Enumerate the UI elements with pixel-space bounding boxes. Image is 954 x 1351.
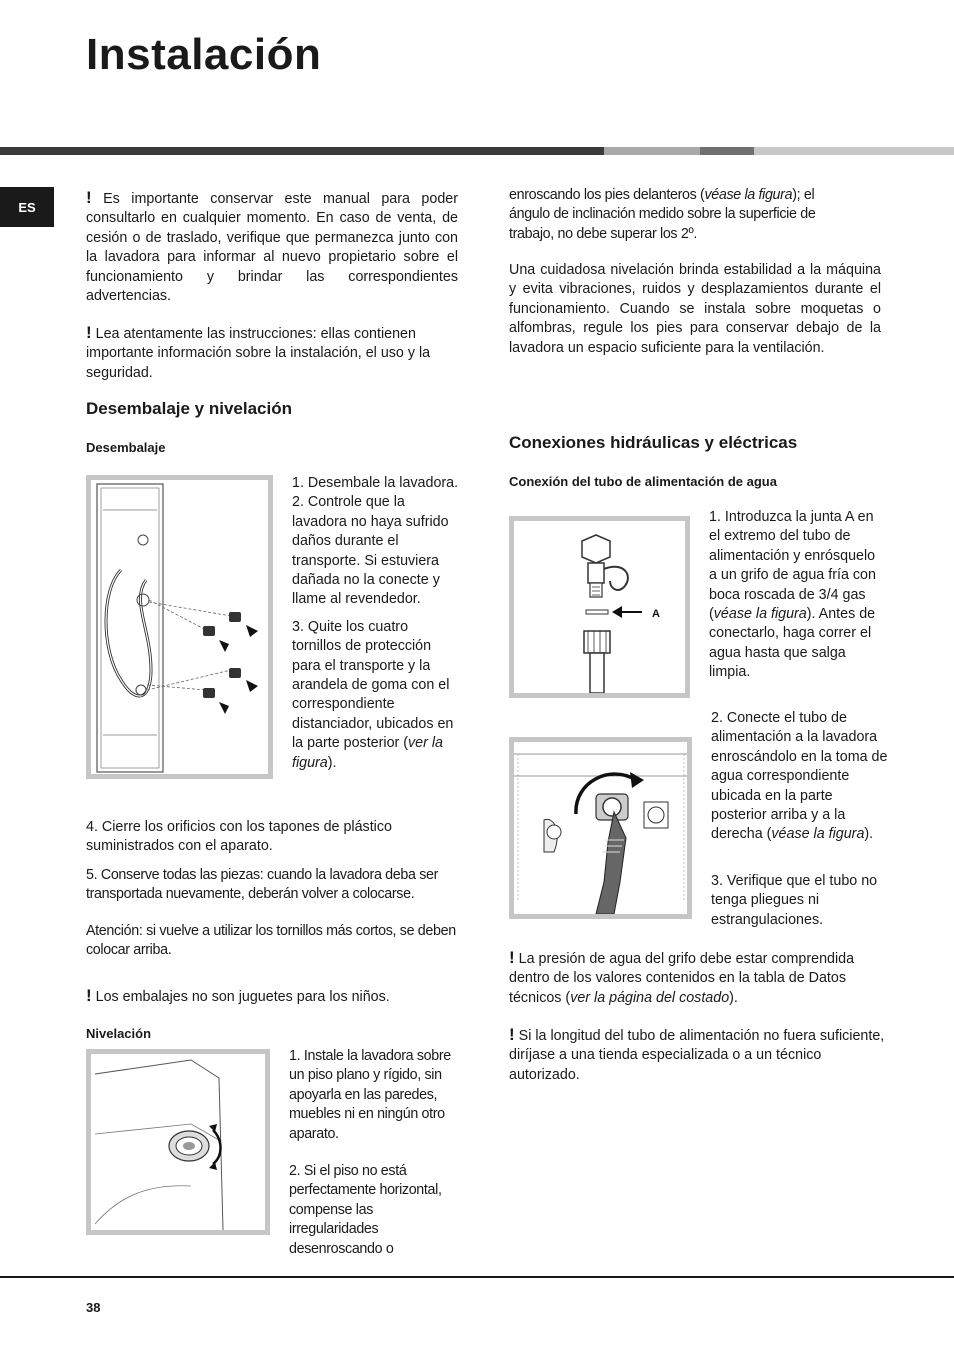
water-tap-figure — [509, 516, 690, 698]
warning-kids-text: Los embalajes no son juguetes para los niños. — [95, 989, 390, 1005]
warning-pressure-text: La presión de agua del grifo debe estar comprendida dentro de los valores contenidos en la tabla de Datos técnicos ( — [509, 951, 855, 1006]
leveling-paragraph: Una cuidadosa nivelación brinda estabilidad a la máquina y evita vibraciones, ruidos y desplazamientos durante el funcionamiento. Cuando se instala sobre moquetas o alfombras, regule los pies para conservar debajo de la lavadora un espacio suficiente para la ventilación. — [509, 262, 881, 356]
water-step-1-text: 1. Introduzca la junta A en el extremo del tubo de alimentación y enrósquelo a un grifo de agua fría con boca roscada de 3/4 gas ( — [709, 509, 876, 623]
leveling-cont-figref: véase la figura — [704, 187, 793, 203]
intro-paragraph-2 — [86, 323, 464, 383]
warning-icon: ! — [86, 188, 92, 207]
unpack-step-1: 1. Desembale la lavadora. — [292, 475, 459, 491]
unpack-step-2: 2. Controle que la lavadora no haya sufrido daños durante el transporte. Si estuviera dañada no la conecte y llame al revendedor. — [292, 494, 449, 608]
warning-pressure — [509, 948, 887, 1008]
warning-length — [509, 1025, 885, 1085]
warning-icon: ! — [86, 986, 92, 1005]
warning-pressure-ref: ver la página del costado — [570, 989, 730, 1006]
warning-pressure-end: ). — [729, 989, 738, 1006]
header-band-dark2 — [700, 147, 754, 155]
washer-back-screws-illustration — [91, 480, 268, 774]
water-step-3: 3. Verifique que el tubo no tenga pliegues ni estrangulaciones. — [711, 873, 878, 928]
leveling-steps — [289, 1047, 465, 1259]
attention-note: Atención: si vuelve a utilizar los tornillos más cortos, se deben colocar arriba. — [86, 923, 456, 959]
unpack-step-3-end: ). — [327, 754, 337, 771]
warning-kids — [86, 986, 466, 1007]
water-step-1-figref: véase la figura — [713, 606, 807, 623]
water-step-2-text: 2. Conecte el tubo de alimentación a la lavadora enroscándolo en la toma de agua correspondiente ubicada en la parte posterior arriba y a la derecha ( — [711, 710, 888, 843]
inlet-connection-illustration — [514, 742, 687, 914]
water-step-2-end: ). — [864, 826, 874, 843]
subsection-title-unpack: Desembalaje — [86, 440, 166, 455]
unpack-steps — [292, 474, 460, 773]
leveling-figure — [86, 1049, 270, 1235]
intro-text-2: Lea atentamente las instrucciones: ellas contienen importante información sobre la instalación, el uso y la seguridad. — [86, 326, 431, 381]
figure-label-a: A — [652, 608, 660, 620]
footer-divider — [0, 1276, 954, 1278]
warning-icon: ! — [509, 948, 515, 967]
page-title: Instalación — [86, 30, 322, 79]
leveling-continuation — [509, 186, 854, 244]
unpack-step-3-figref: ver la figura — [292, 735, 443, 771]
tap-and-gasket-illustration — [514, 521, 685, 693]
warning-icon: ! — [509, 1025, 515, 1044]
water-step-2-figref: véase la figura — [771, 826, 865, 843]
water-inlet-figure — [509, 737, 692, 919]
leveling-cont-end: ); el ángulo de inclinación medido sobre la superficie de trabajo, no debe superar los 2º. — [509, 187, 816, 242]
leveling-step-1: 1. Instale la lavadora sobre un piso plano y rígido, sin apoyarla en las paredes, muebles ni en ningún otro aparato. — [289, 1048, 451, 1142]
unpack-figure — [86, 475, 273, 779]
leveling-step-2: 2. Si el piso no está perfectamente horizontal, compense las irregularidades desenroscando o — [289, 1163, 442, 1257]
washer-foot-illustration — [91, 1054, 265, 1230]
unpack-step-4: 4. Cierre los orificios con los tapones de plástico suministrados con el aparato. — [86, 819, 392, 855]
section-title-connections: Conexiones hidráulicas y eléctricas — [509, 433, 798, 452]
subsection-title-leveling: Nivelación — [86, 1026, 152, 1041]
unpack-step-5: 5. Conserve todas las piezas: cuando la lavadora deba ser transportada nuevamente, deberán volver a colocarse. — [86, 867, 438, 903]
header-band-mid — [604, 147, 700, 155]
unpack-step-3-text: 3. Quite los cuatro tornillos de protección para el transporte y la arandela de goma con el correspondiente distanciador, ubicados en la parte posterior ( — [292, 618, 454, 752]
page-number: 38 — [86, 1300, 101, 1315]
section-title-unpack-level: Desembalaje y nivelación — [86, 399, 292, 418]
header-band-dark — [0, 147, 604, 155]
subsection-title-water: Conexión del tubo de alimentación de agua — [509, 474, 777, 489]
header-band-light — [754, 147, 954, 155]
water-step-2 — [711, 709, 889, 845]
water-step-1-end: ). Antes de conectarlo, haga correr el agua hasta que salga limpia. — [709, 606, 876, 681]
leveling-cont-text: enroscando los pies delanteros ( — [509, 187, 705, 203]
language-tab: ES — [0, 187, 54, 227]
warning-length-text: Si la longitud del tubo de alimentación no fuera suficiente, diríjase a una tienda especializada o a un técnico autorizado. — [509, 1028, 885, 1083]
intro-text-1: Es importante conservar este manual para poder consultarlo en cualquier momento. En caso de venta, de cesión o de traslado, verifique que permanezca junto con la lavadora para informar al nuevo propietario sobre el funcionamiento y brindar las correspondientes advertencias. — [86, 191, 458, 305]
intro-paragraph-1 — [86, 188, 458, 306]
warning-icon: ! — [86, 323, 92, 342]
unpack-step-3 — [292, 618, 460, 773]
water-step-1 — [709, 508, 885, 683]
